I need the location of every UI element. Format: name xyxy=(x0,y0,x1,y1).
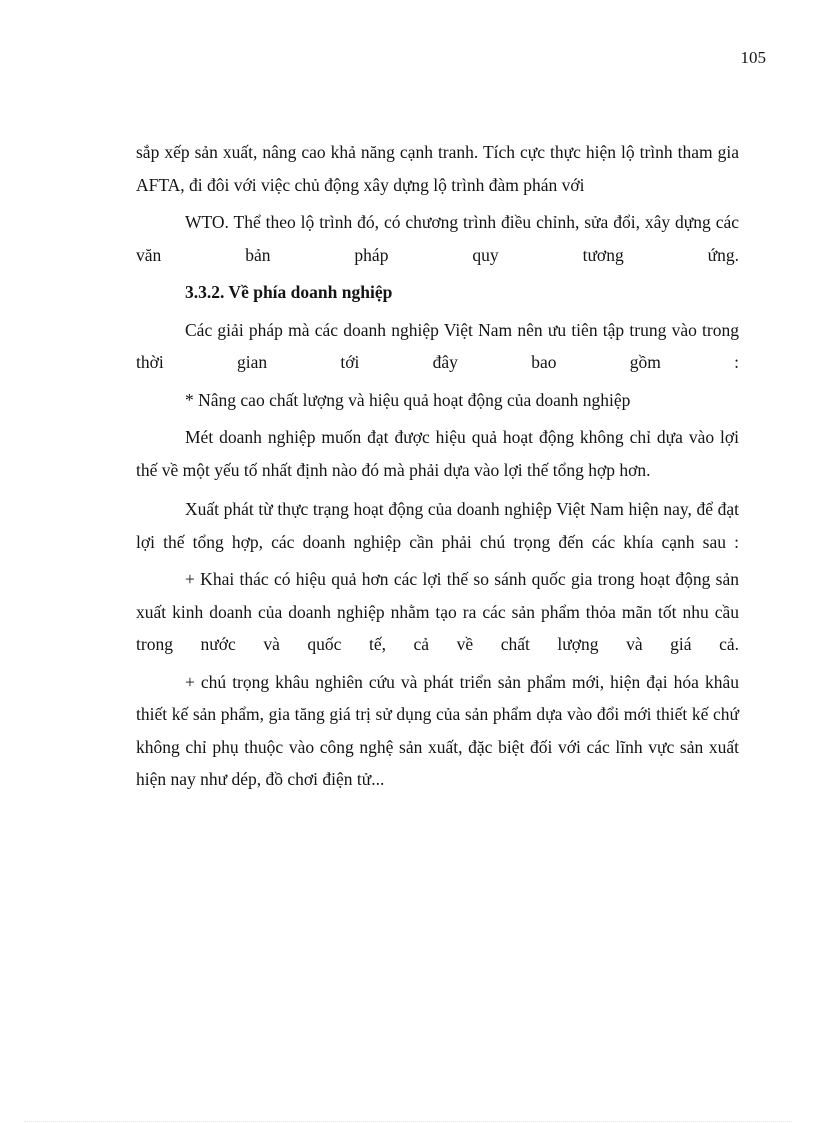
paragraph-research-development: + chú trọng khâu nghiên cứu và phát triển sản phẩm mới, hiện đại hóa khâu thiết kế sản phẩm, gia tăng giá trị sử dụng của sản phẩm dựa vào đổi mới thiết kế chứ không chỉ phụ thuộc vào công nghệ sản xuất, đặc biệt đối với các lĩnh vực sản xuất hiện nay như dép, đồ chơi điện tử... xyxy=(136,671,739,789)
page-bottom-rule xyxy=(24,1121,792,1122)
paragraph-current-situation: Xuất phát từ thực trạng hoạt động của doanh nghiệp Việt Nam hiện nay, để đạt lợi thế tổng hợp, các doanh nghiệp cần phải chú trọng đến các khía cạnh sau : xyxy=(136,499,739,552)
paragraph-comparative-advantage: + Khai thác có hiệu quả hơn các lợi thế so sánh quốc gia trong hoạt động sản xuất kinh doanh của doanh nghiệp nhằm tạo ra các sản phẩm thỏa mãn tốt nhu cầu trong nước và quốc tế, cả về chất lượng và giá cả. xyxy=(136,569,739,654)
paragraph-efficiency: Mét doanh nghiệp muốn đạt được hiệu quả hoạt động không chỉ dựa vào lợi thế về một yếu tố nhất định nào đó mà phải dựa vào lợi thế tổng hợp hơn. xyxy=(136,427,739,480)
paragraph-bullet-quality: * Nâng cao chất lượng và hiệu quả hoạt động của doanh nghiệp xyxy=(185,389,631,410)
paragraph-continuation: sắp xếp sản xuất, nâng cao khả năng cạnh tranh. Tích cực thực hiện lộ trình tham gia AFTA, đi đôi với việc chủ động xây dựng lộ trình đàm phán với xyxy=(136,142,739,195)
section-heading: 3.3.2. Về phía doanh nghiệp xyxy=(185,282,393,302)
page-number: 105 xyxy=(740,48,766,67)
document-body xyxy=(136,136,739,796)
paragraph-solutions-intro: Các giải pháp mà các doanh nghiệp Việt Nam nên ưu tiên tập trung vào trong thời gian tới đây bao gồm : xyxy=(136,319,739,372)
paragraph-wto: WTO. Thể theo lộ trình đó, có chương trình điều chỉnh, sửa đổi, xây dựng các văn bản pháp quy tương ứng. xyxy=(136,212,739,265)
